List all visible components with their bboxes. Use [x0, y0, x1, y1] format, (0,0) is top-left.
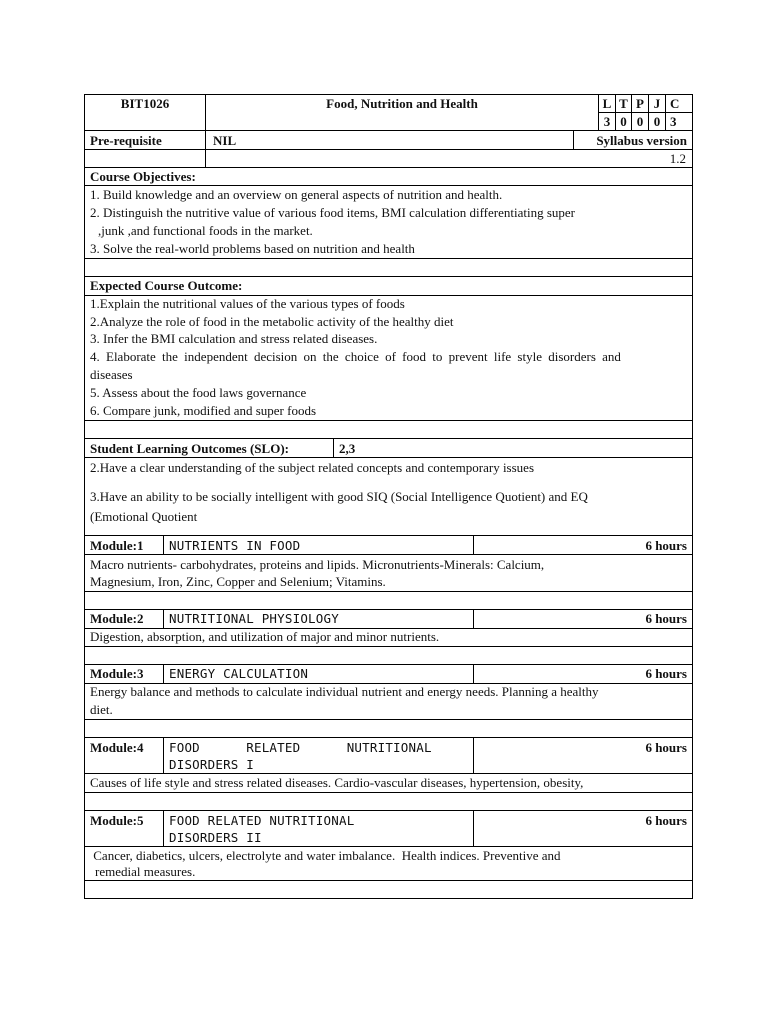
slo-item: 2.Have a clear understanding of the subject related concepts and contemporary issues [90, 460, 534, 475]
module-title: DISORDERS I [169, 757, 254, 772]
module-hours: 6 hours [645, 740, 687, 755]
objectives-heading: Course Objectives: [90, 169, 196, 184]
module-title: NUTRITIONAL PHYSIOLOGY [169, 611, 339, 626]
objective-item: 1. Build knowledge and an overview on general aspects of nutrition and health. [90, 187, 503, 202]
row-divider [84, 792, 693, 793]
row-divider [84, 898, 693, 899]
outcome-item: 6. Compare junk, modified and super foods [90, 403, 317, 418]
ltpjc-label-p: P [636, 96, 644, 111]
row-divider [84, 438, 693, 439]
module-content: Causes of life style and stress related diseases. Cardio-vascular diseases, hypertension, obesity, [90, 775, 584, 790]
outcomes-heading: Expected Course Outcome: [90, 278, 243, 293]
row-divider [84, 646, 693, 647]
row-divider [84, 554, 693, 555]
ltpjc-value-t: 0 [620, 114, 627, 129]
col-divider [473, 609, 474, 628]
col-divider [333, 438, 334, 457]
module-content: Macro nutrients- carbohydrates, proteins and lipids. Micronutrients-Minerals: Calcium, [90, 557, 545, 572]
outcome-item: 1.Explain the nutritional values of the various types of foods [90, 296, 405, 311]
col-divider [163, 535, 164, 554]
module-content: Digestion, absorption, and utilization of major and minor nutrients. [90, 629, 440, 644]
module-title: ENERGY CALCULATION [169, 666, 309, 681]
prerequisite-value: NIL [213, 133, 237, 148]
outcome-item: 4. Elaborate the independent decision on the choice of food to prevent life style disorders and [90, 349, 621, 364]
module-label: Module:2 [90, 611, 144, 626]
slo-item: (Emotional Quotient [90, 509, 198, 524]
module-title: NUTRIENTS IN FOOD [169, 538, 301, 553]
module-hours: 6 hours [645, 611, 687, 626]
module-title: FOOD RELATED NUTRITIONAL [169, 813, 355, 828]
module-label: Module:4 [90, 740, 144, 755]
row-divider [84, 737, 693, 738]
col-divider [473, 535, 474, 554]
col-divider [473, 810, 474, 846]
module-hours: 6 hours [645, 538, 687, 553]
row-divider [84, 130, 693, 131]
module-title: DISORDERS II [169, 830, 262, 845]
objective-item: 2. Distinguish the nutritive value of various food items, BMI calculation differentiating super [90, 205, 575, 220]
module-content: Magnesium, Iron, Zinc, Copper and Selenium; Vitamins. [90, 574, 386, 589]
row-divider [84, 719, 693, 720]
module-label: Module:5 [90, 813, 144, 828]
ltpjc-label-j: J [653, 96, 661, 111]
row-divider [84, 591, 693, 592]
ltpjc-value-p: 0 [636, 114, 644, 129]
slo-item: 3.Have an ability to be socially intelligent with good SIQ (Social Intelligence Quotient) and EQ [90, 489, 588, 504]
syllabus-version-label: Syllabus version [596, 133, 687, 148]
course-title: Food, Nutrition and Health [326, 96, 478, 111]
ltpjc-value-j: 0 [653, 114, 661, 129]
col-divider [473, 737, 474, 773]
row-divider [84, 420, 693, 421]
ltpjc-value-l: 3 [603, 114, 611, 129]
module-label: Module:3 [90, 666, 144, 681]
table-border-left [84, 94, 85, 899]
col-divider [163, 810, 164, 846]
module-content: Energy balance and methods to calculate individual nutrient and energy needs. Planning a healthy [90, 684, 599, 699]
row-divider [84, 535, 693, 536]
module-hours: 6 hours [645, 666, 687, 681]
objective-item: ,junk ,and functional foods in the market. [98, 223, 313, 238]
col-divider [163, 664, 164, 683]
row-divider [84, 810, 693, 811]
syllabus-version-value: 1.2 [669, 151, 686, 166]
col-divider [473, 664, 474, 683]
prerequisite-label: Pre-requisite [90, 133, 162, 148]
row-divider [84, 258, 693, 259]
module-hours: 6 hours [645, 813, 687, 828]
module-content: Cancer, diabetics, ulcers, electrolyte and water imbalance. Health indices. Preventive and [90, 848, 561, 863]
row-divider [84, 880, 693, 881]
module-label: Module:1 [90, 538, 144, 553]
course-code: BIT1026 [120, 96, 170, 111]
ltpjc-value-c: 3 [670, 114, 677, 129]
outcome-item: diseases [90, 367, 133, 382]
outcome-item: 5. Assess about the food laws governance [90, 385, 307, 400]
module-content: diet. [90, 702, 113, 717]
ltpjc-label-t: T [619, 96, 628, 111]
col-divider [163, 737, 164, 773]
objective-item: 3. Solve the real-world problems based on nutrition and health [90, 241, 415, 256]
ltpjc-label-c: C [670, 96, 680, 111]
col-divider [163, 609, 164, 628]
row-divider [84, 457, 693, 458]
module-title: FOOD RELATED NUTRITIONAL [169, 740, 432, 755]
outcome-item: 3. Infer the BMI calculation and stress related diseases. [90, 331, 378, 346]
module-content: remedial measures. [95, 864, 196, 879]
slo-label: Student Learning Outcomes (SLO): [90, 441, 289, 456]
ltpjc-label-l: L [602, 96, 612, 111]
table-border-right [692, 94, 693, 899]
slo-value: 2,3 [339, 441, 356, 456]
outcome-item: 2.Analyze the role of food in the metabolic activity of the healthy diet [90, 314, 454, 329]
